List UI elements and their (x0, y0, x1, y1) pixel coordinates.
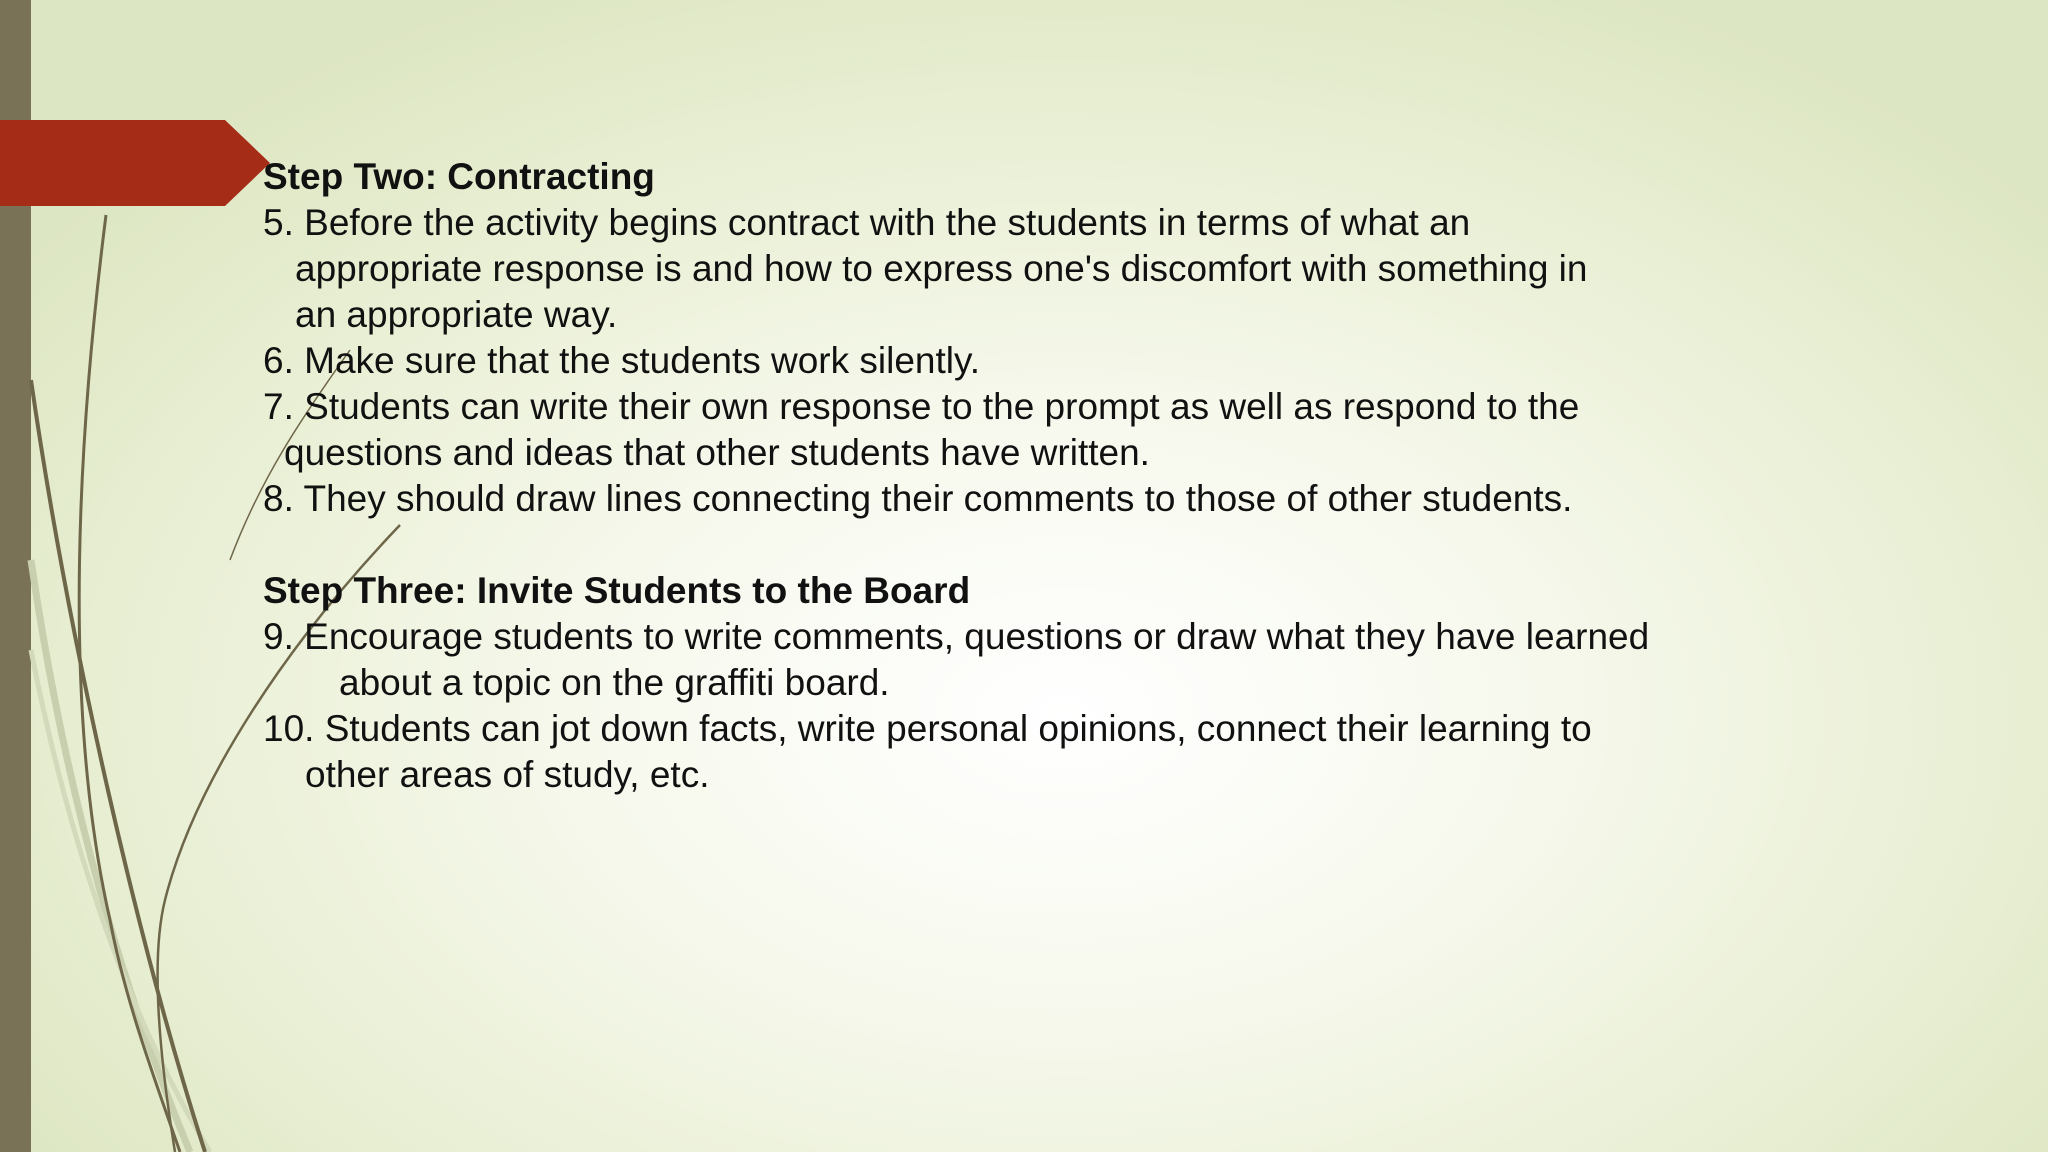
list-item: 8. They should draw lines connecting their comments to those of other students. (263, 478, 1573, 519)
list-item: 5. Before the activity begins contract with the students in terms of what an (263, 202, 1471, 243)
list-item: 7. Students can write their own response to the prompt as well as respond to the (263, 386, 1580, 427)
list-item: 6. Make sure that the students work silently. (263, 340, 981, 381)
section-spacer (263, 522, 1763, 568)
list-item-continuation: appropriate response is and how to express one's discomfort with something in (295, 248, 1588, 289)
step-three-heading: Step Three: Invite Students to the Board (263, 570, 971, 611)
banner-arrow (0, 120, 270, 206)
list-item-continuation: questions and ideas that other students have written. (284, 432, 1150, 473)
swoosh-light-1 (31, 560, 190, 1152)
list-item: 10. Students can jot down facts, write personal opinions, connect their learning to (263, 708, 1592, 749)
step-two-heading: Step Two: Contracting (263, 156, 655, 197)
slide-body (263, 154, 1763, 798)
list-item-continuation: other areas of study, etc. (305, 754, 710, 795)
list-item: 9. Encourage students to write comments, questions or draw what they have learned (263, 616, 1650, 657)
list-item-continuation: an appropriate way. (295, 294, 618, 335)
title-banner (0, 120, 270, 206)
list-item-continuation: about a topic on the graffiti board. (339, 662, 890, 703)
